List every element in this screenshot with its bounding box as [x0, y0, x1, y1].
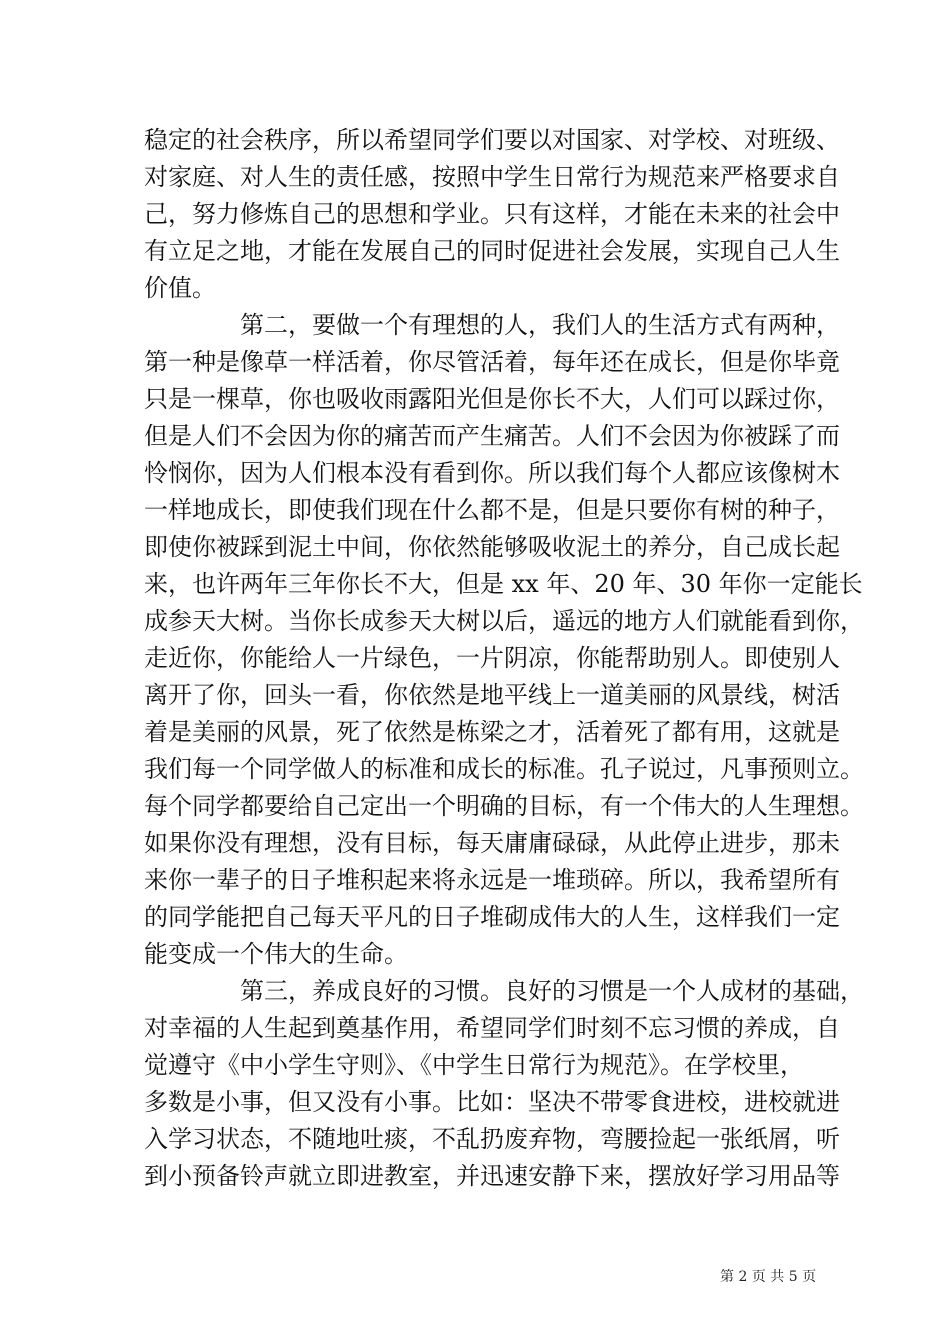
text-line: 稳定的社会秩序，所以希望同学们要以对国家、对学校、对班级、: [144, 126, 840, 154]
text-line: 怜悯你，因为人们根本没有看到你。所以我们每个人都应该像树木: [144, 459, 840, 487]
text-line: 但是人们不会因为你的痛苦而产生痛苦。人们不会因为你被踩了而: [144, 422, 840, 450]
text-line: 来你一辈子的日子堆积起来将永远是一堆琐碎。所以，我希望所有: [144, 866, 840, 894]
page-number-footer: 第 2 页 共 5 页: [720, 1269, 817, 1285]
text-line: 入学习状态，不随地吐痰，不乱扔废弃物，弯腰捡起一张纸屑，听: [144, 1125, 840, 1153]
text-line: 离开了你，回头一看，你依然是地平线上一道美丽的风景线，树活: [144, 681, 840, 709]
text-line: 即使你被踩到泥土中间，你依然能够吸收泥土的养分，自己成长起: [144, 533, 840, 561]
text-line: 价值。: [144, 274, 216, 302]
text-line: 如果你没有理想，没有目标，每天庸庸碌碌，从此停止进步，那未: [144, 829, 840, 857]
paragraph-start-line: 第三，养成良好的习惯。良好的习惯是一个人成材的基础，: [240, 977, 864, 1005]
text-line: 走近你，你能给人一片绿色，一片阴凉，你能帮助别人。即使别人: [144, 644, 840, 672]
text-line: 只是一棵草，你也吸收雨露阳光但是你长不大，人们可以踩过你，: [144, 385, 840, 413]
text-line: 的同学能把自己每天平凡的日子堆砌成伟大的人生，这样我们一定: [144, 903, 840, 931]
text-line: 每个同学都要给自己定出一个明确的目标，有一个伟大的人生理想。: [144, 792, 864, 820]
text-line: 能变成一个伟大的生命。: [144, 940, 408, 968]
text-line: 成参天大树。当你长成参天大树以后，遥远的地方人们就能看到你，: [144, 607, 864, 635]
text-line: 到小预备铃声就立即进教室，并迅速安静下来，摆放好学习用品等: [144, 1162, 840, 1190]
text-line: 一样地成长，即使我们现在什么都不是，但是只要你有树的种子，: [144, 496, 840, 524]
body-text: [144, 122, 864, 1195]
text-line: 多数是小事，但又没有小事。比如：坚决不带零食进校，进校就进: [144, 1088, 840, 1116]
text-line: 着是美丽的风景，死了依然是栋梁之才，活着死了都有用，这就是: [144, 718, 840, 746]
text-line: 对家庭、对人生的责任感，按照中学生日常行为规范来严格要求自: [144, 163, 840, 191]
text-line: 有立足之地，才能在发展自己的同时促进社会发展，实现自己人生: [144, 237, 840, 265]
paragraph-start-line: 第二，要做一个有理想的人，我们人的生活方式有两种，: [240, 311, 840, 339]
text-line: 对幸福的人生起到奠基作用，希望同学们时刻不忘习惯的养成，自: [144, 1014, 840, 1042]
text-line: 第一种是像草一样活着，你尽管活着，每年还在成长，但是你毕竟: [144, 348, 840, 376]
text-line: 来，也许两年三年你长不大，但是 xx 年、20 年、30 年你一定能长: [144, 570, 863, 598]
text-line: 己，努力修炼自己的思想和学业。只有这样，才能在未来的社会中: [144, 200, 840, 228]
text-line: 我们每一个同学做人的标准和成长的标准。孔子说过，凡事预则立。: [144, 755, 864, 783]
text-line: 觉遵守《中小学生守则》、《中学生日常行为规范》。在学校里，: [144, 1051, 804, 1079]
